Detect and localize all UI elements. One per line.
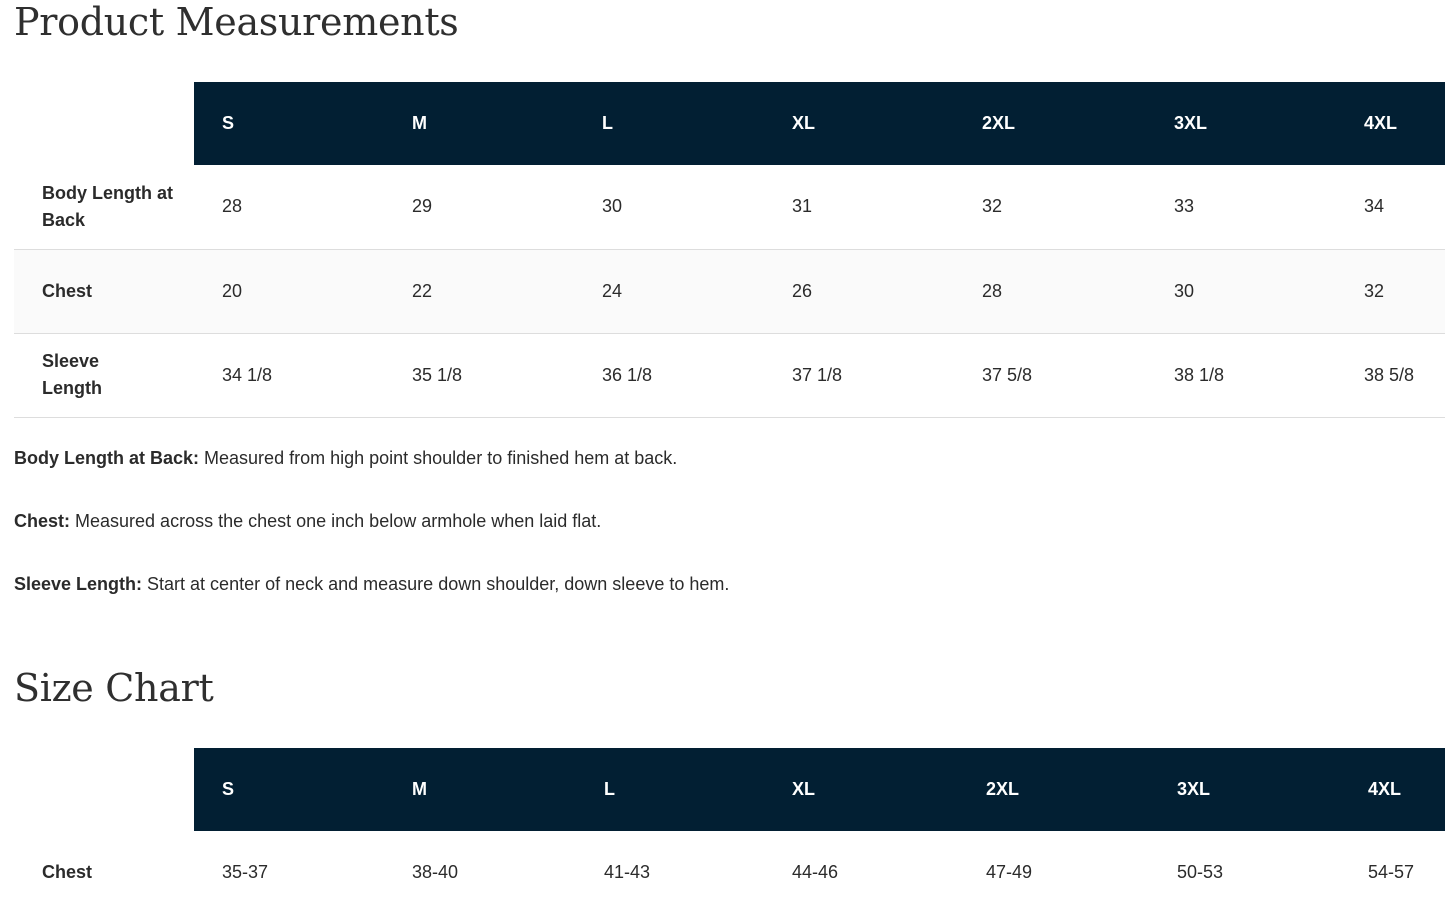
size-header: M — [384, 82, 574, 165]
corner-cell — [14, 748, 194, 831]
size-header: S — [194, 82, 384, 165]
definition-term: Sleeve Length: — [14, 574, 143, 594]
table-cell: 50-53 — [1177, 861, 1224, 882]
table-cell: 22 — [412, 280, 433, 301]
table-row — [14, 333, 1445, 417]
definition-term: Chest: — [14, 511, 71, 531]
size-header: 3XL — [1149, 748, 1340, 831]
size-header: L — [574, 82, 764, 165]
size-chart-table — [14, 748, 1445, 913]
table-cell: 28 — [222, 196, 243, 217]
table-cell: 29 — [412, 196, 433, 217]
table-cell: 20 — [222, 280, 243, 301]
table-row — [14, 165, 1445, 249]
table-cell: 38 1/8 — [1174, 364, 1225, 385]
table-cell: 38 5/8 — [1364, 364, 1415, 385]
definition-text: Measured across the chest one inch below armhole when laid flat. — [70, 511, 602, 531]
size-chart-title: Size Chart — [14, 666, 214, 710]
table-cell: 44-46 — [792, 861, 839, 882]
size-header: M — [384, 748, 576, 831]
table-cell: 33 — [1174, 196, 1195, 217]
table-row — [14, 249, 1445, 333]
measurements-header-row — [14, 82, 1445, 165]
size-header: XL — [764, 82, 954, 165]
size-header: 3XL — [1146, 82, 1336, 165]
table-cell: 26 — [792, 280, 813, 301]
size-header: 4XL — [1336, 82, 1445, 165]
table-cell: 30 — [602, 196, 623, 217]
table-cell: 24 — [602, 280, 623, 301]
row-label: Chest — [42, 280, 93, 301]
table-cell: 47-49 — [986, 861, 1033, 882]
row-label: Body Length at Back — [42, 182, 173, 230]
table-cell: 54-57 — [1368, 861, 1415, 882]
definition-term: Body Length at Back: — [14, 448, 200, 468]
definition-sleeve-length — [14, 570, 1214, 598]
table-cell: 32 — [982, 196, 1003, 217]
table-cell: 37 5/8 — [982, 364, 1033, 385]
table-cell: 35-37 — [222, 861, 269, 882]
definition-text: Start at center of neck and measure down shoulder, down sleeve to hem. — [142, 574, 730, 594]
row-label: Chest — [42, 861, 93, 882]
table-cell: 41-43 — [604, 861, 651, 882]
table-row — [14, 831, 1445, 913]
table-cell: 38-40 — [412, 861, 459, 882]
size-header: 4XL — [1340, 748, 1445, 831]
table-cell: 31 — [792, 196, 813, 217]
row-label: Sleeve Length — [42, 351, 102, 398]
product-measurements-title: Product Measurements — [14, 0, 459, 44]
measurement-definitions — [14, 444, 1214, 633]
table-cell: 34 — [1364, 196, 1385, 217]
table-cell: 30 — [1174, 280, 1195, 301]
size-header: 2XL — [954, 82, 1146, 165]
table-cell: 32 — [1364, 280, 1385, 301]
corner-cell — [14, 82, 194, 165]
size-header: S — [194, 748, 384, 831]
table-cell: 34 1/8 — [222, 364, 273, 385]
definition-text: Measured from high point shoulder to finished hem at back. — [199, 448, 678, 468]
table-cell: 37 1/8 — [792, 364, 843, 385]
size-header: 2XL — [958, 748, 1149, 831]
table-cell: 36 1/8 — [602, 364, 653, 385]
size-header: L — [576, 748, 764, 831]
table-cell: 35 1/8 — [412, 364, 463, 385]
size-header: XL — [764, 748, 958, 831]
measurements-table — [14, 82, 1445, 418]
table-cell: 28 — [982, 280, 1003, 301]
size-chart-header-row — [14, 748, 1445, 831]
definition-body-length — [14, 444, 1214, 472]
definition-chest — [14, 507, 1214, 535]
